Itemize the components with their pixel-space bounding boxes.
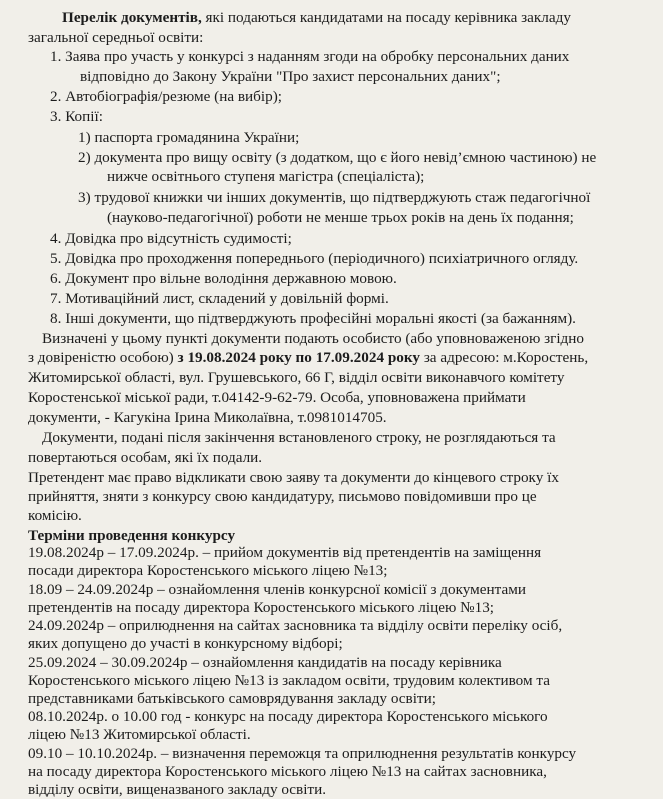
list-item-1-cont: відповідно до Закону України "Про захист персональних даних";: [80, 68, 501, 85]
submission-line-5: документи, - Кагукіна Ірина Миколаївна, т.0981014705.: [28, 409, 387, 426]
submission-address-start: за адресою: м.Коростень,: [420, 349, 589, 366]
term-5: 08.10.2024р. о 10.00 год - конкурс на посаду директора Коростенського міського: [28, 708, 548, 726]
doc-heading-line-2: загальної середньої освіти:: [28, 29, 204, 46]
submission-text: з довіреністю особою): [28, 349, 178, 366]
list-item-2: 2. Автобіографія/резюме (на вибір);: [50, 88, 283, 105]
submission-line-3: Житомирської області, вул. Грушевського, 66 Г, відділ освіти виконавчого комітету: [28, 369, 565, 386]
doc-heading-rest: які подаються кандидатами на посаду керівника закладу: [201, 9, 571, 26]
terms-heading: Терміни проведення конкурсу: [28, 527, 236, 544]
term-3-cont: яких допущено до участі в конкурсному відборі;: [28, 635, 343, 653]
list-item-3: 3. Копії:: [50, 108, 103, 125]
late-docs-line-1: Документи, подані після закінчення встановленого строку, не розглядаються та: [42, 429, 556, 446]
term-1: 19.08.2024р – 17.09.2024р. – прийом документів від претендентів на заміщення: [28, 544, 542, 562]
sublist-item-1: 1) паспорта громадянина України;: [78, 129, 300, 146]
submission-line-4: Коростенської міської ради, т.04142-9-62-79. Особа, уповноважена приймати: [28, 389, 526, 406]
late-docs-line-2: повертаються особам, які їх подали.: [28, 449, 263, 466]
list-item-4: 4. Довідка про відсутність судимості;: [50, 230, 292, 247]
doc-heading-line: [62, 8, 571, 27]
term-6-cont: на посаду директора Коростенського міського ліцею №13 на сайтах засновника,: [28, 762, 547, 780]
term-2: 18.09 – 24.09.2024р – ознайомлення членів конкурсної комісії з документами: [28, 580, 526, 598]
list-item-6: 6. Документ про вільне володіння державною мовою.: [50, 270, 397, 287]
list-item-5: 5. Довідка про проходження попереднього (періодичного) психіатричного огляду.: [50, 250, 579, 267]
list-item-1: 1. Заява про участь у конкурсі з наданням згоди на обробку персональних даних: [50, 48, 570, 65]
withdraw-line-2: прийняття, зняти з конкурсу свою кандидатуру, письмово повідомивши про це: [28, 488, 537, 505]
sublist-item-2-cont: нижче освітнього ступеня магістра (спеціаліста);: [107, 168, 425, 185]
submission-dates: з 19.08.2024 року по 17.09.2024 року: [177, 349, 421, 366]
sublist-item-3: 3) трудової книжки чи інших документів, що підтверджують стаж педагогічної: [78, 189, 591, 206]
submission-line-1: Визначені у цьому пункті документи подають особисто (або уповноваженою згідно: [42, 330, 585, 347]
term-4-cont: Коростенського міського ліцею №13 із закладом освіти, трудовим колективом та: [28, 671, 550, 689]
list-item-8: 8. Інші документи, що підтверджують професійні моральні якості (за бажанням).: [50, 310, 576, 327]
list-item-7: 7. Мотиваційний лист, складений у довільній формі.: [50, 290, 389, 307]
sublist-item-2: 2) документа про вищу освіту (з додатком, що є його невід’ємною частиною) не: [78, 149, 597, 166]
term-6: 09.10 – 10.10.2024р. – визначення переможця та оприлюднення результатів конкурсу: [28, 744, 577, 762]
term-4: 25.09.2024 – 30.09.2024р – ознайомлення кандидатів на посаду керівника: [28, 653, 502, 671]
sublist-item-3-cont: (науково-педагогічної) роботи не менше трьох років на день їх подання;: [107, 209, 574, 226]
term-4-cont-2: представниками батьківського самоврядування закладу освіти;: [28, 689, 436, 707]
term-1-cont: посади директора Коростенського міського ліцею №13;: [28, 562, 388, 580]
withdraw-line-3: комісію.: [28, 507, 82, 524]
term-5-cont: ліцею №13 Житомирської області.: [28, 726, 251, 744]
term-2-cont: претендентів на посаду директора Коростенського міського ліцею №13;: [28, 598, 495, 616]
doc-heading-bold: Перелік документів,: [62, 9, 202, 26]
submission-line-2: [28, 348, 588, 367]
term-6-cont-2: відділу освіти, вищеназваного закладу освіти.: [28, 781, 326, 798]
withdraw-line-1: Претендент має право відкликати свою заяву та документи до кінцевого строку їх: [28, 469, 559, 486]
term-3: 24.09.2024р – оприлюднення на сайтах засновника та відділу освіти переліку осіб,: [28, 617, 563, 635]
